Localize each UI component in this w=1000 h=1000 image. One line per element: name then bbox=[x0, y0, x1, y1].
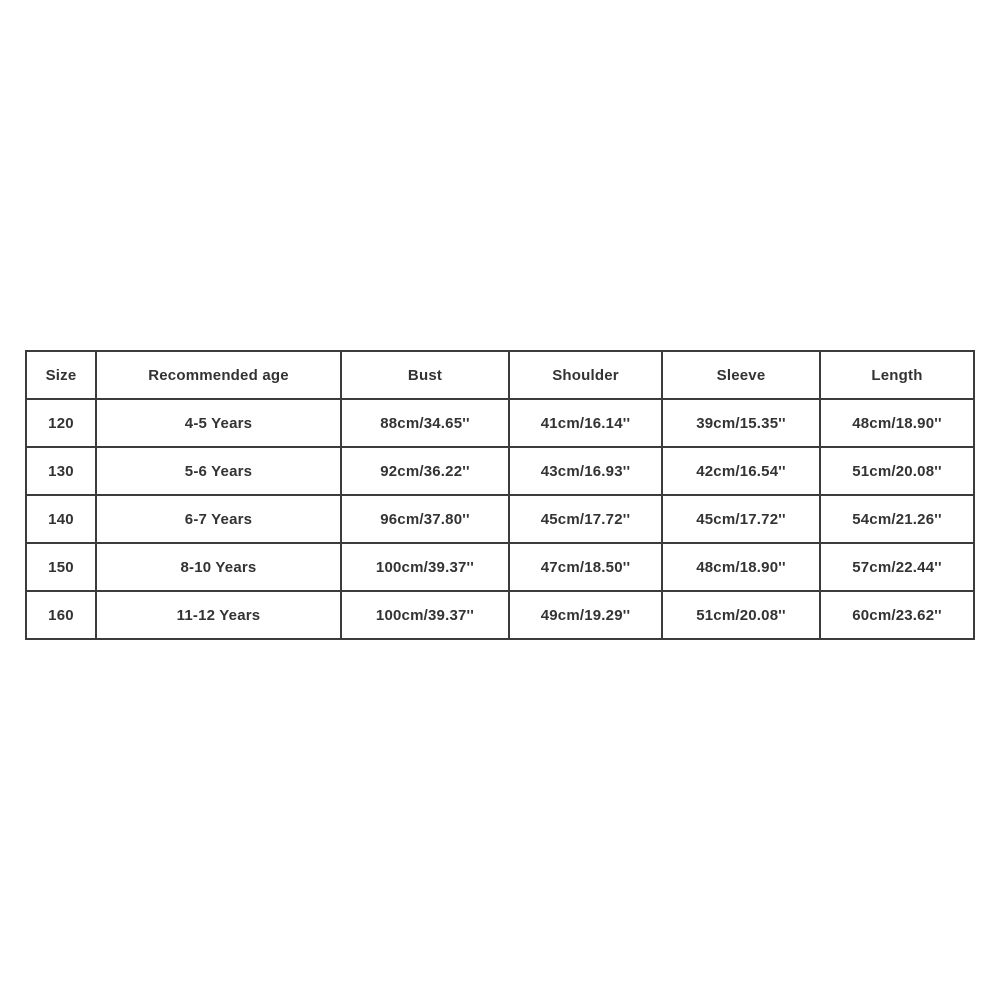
cell-length: 51cm/20.08'' bbox=[820, 447, 974, 495]
cell-size: 150 bbox=[26, 543, 96, 591]
cell-length: 57cm/22.44'' bbox=[820, 543, 974, 591]
table-row-160 bbox=[26, 591, 974, 639]
cell-shoulder: 47cm/18.50'' bbox=[509, 543, 662, 591]
cell-recommended-age: 8-10 Years bbox=[96, 543, 341, 591]
cell-bust: 96cm/37.80'' bbox=[341, 495, 509, 543]
cell-shoulder: 43cm/16.93'' bbox=[509, 447, 662, 495]
cell-recommended-age: 6-7 Years bbox=[96, 495, 341, 543]
cell-bust: 100cm/39.37'' bbox=[341, 543, 509, 591]
table-row-120 bbox=[26, 399, 974, 447]
table-row-150 bbox=[26, 543, 974, 591]
cell-shoulder: 41cm/16.14'' bbox=[509, 399, 662, 447]
header-cell-shoulder: Shoulder bbox=[509, 351, 662, 399]
cell-sleeve: 51cm/20.08'' bbox=[662, 591, 820, 639]
cell-length: 48cm/18.90'' bbox=[820, 399, 974, 447]
cell-bust: 88cm/34.65'' bbox=[341, 399, 509, 447]
cell-size: 120 bbox=[26, 399, 96, 447]
header-cell-recommended-age: Recommended age bbox=[96, 351, 341, 399]
header-cell-bust: Bust bbox=[341, 351, 509, 399]
cell-recommended-age: 11-12 Years bbox=[96, 591, 341, 639]
cell-size: 130 bbox=[26, 447, 96, 495]
header-cell-size: Size bbox=[26, 351, 96, 399]
cell-shoulder: 45cm/17.72'' bbox=[509, 495, 662, 543]
cell-shoulder: 49cm/19.29'' bbox=[509, 591, 662, 639]
cell-sleeve: 39cm/15.35'' bbox=[662, 399, 820, 447]
header-cell-length: Length bbox=[820, 351, 974, 399]
cell-bust: 100cm/39.37'' bbox=[341, 591, 509, 639]
cell-recommended-age: 4-5 Years bbox=[96, 399, 341, 447]
table-row-140 bbox=[26, 495, 974, 543]
cell-recommended-age: 5-6 Years bbox=[96, 447, 341, 495]
size-chart-container bbox=[25, 350, 975, 640]
size-chart-table bbox=[25, 350, 975, 640]
header-row bbox=[26, 351, 974, 399]
cell-bust: 92cm/36.22'' bbox=[341, 447, 509, 495]
cell-size: 140 bbox=[26, 495, 96, 543]
table-row-130 bbox=[26, 447, 974, 495]
header-cell-sleeve: Sleeve bbox=[662, 351, 820, 399]
cell-size: 160 bbox=[26, 591, 96, 639]
cell-length: 60cm/23.62'' bbox=[820, 591, 974, 639]
cell-sleeve: 45cm/17.72'' bbox=[662, 495, 820, 543]
cell-sleeve: 48cm/18.90'' bbox=[662, 543, 820, 591]
cell-sleeve: 42cm/16.54'' bbox=[662, 447, 820, 495]
cell-length: 54cm/21.26'' bbox=[820, 495, 974, 543]
